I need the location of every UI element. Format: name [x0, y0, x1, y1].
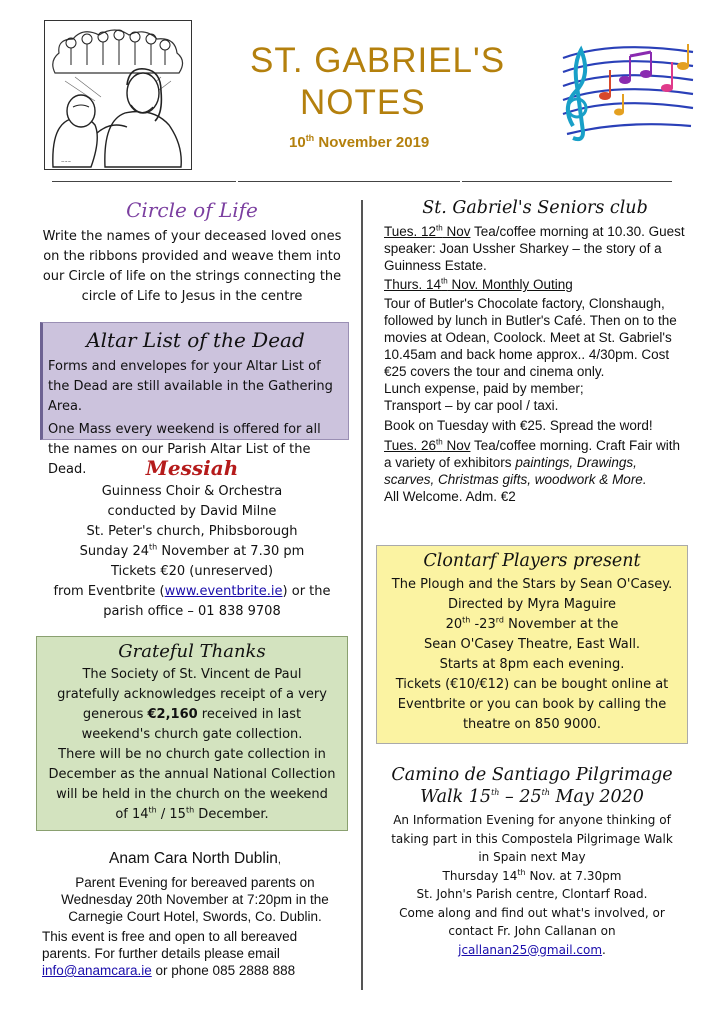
clontarf-line: Eventbrite or you can book by calling the	[397, 697, 667, 712]
clontarf-line: Starts at 8pm each evening.	[439, 657, 625, 672]
clontarf-text	[379, 575, 685, 735]
thanks-line: gratefully acknowledges receipt of a very	[57, 687, 327, 702]
circle-of-life-text: Write the names of your deceased loved ones on the ribbons provided and weave them into our Circle of life on the strings connecting the circle of Life to Jesus in the centre	[42, 229, 342, 304]
seniors-item-2-lunch: Lunch expense, paid by member;	[384, 381, 584, 396]
altar-list-text-1: Forms and envelopes for your Altar List of the Dead are still available in the Gathering Area.	[48, 359, 333, 414]
music-notes-image	[543, 36, 701, 146]
grateful-thanks-text	[39, 665, 345, 825]
messiah-line: St. Peter's church, Phibsborough	[86, 524, 298, 539]
anam-cara-text: Parent Evening for bereaved parents on Wednesday 20th November at 7:20pm in the Carnegie Court Hotel, Swords, Co. Dublin.	[61, 875, 329, 924]
donation-amount: €2,160	[147, 707, 198, 722]
seniors-item-2-transport: Transport – by car pool / taxi.	[384, 398, 559, 413]
seniors-book-line: Book on Tuesday with €25. Spread the word!	[384, 418, 653, 433]
header-divider-2	[238, 181, 460, 182]
messiah-section	[36, 456, 348, 622]
seniors-item-3-date: Tues. 26th Nov	[384, 437, 471, 453]
camino-date: Thursday 14th Nov. at 7.30pm	[442, 867, 622, 883]
messiah-details	[36, 482, 348, 622]
camino-line: Come along and find out what's involved, or	[399, 905, 665, 920]
thanks-line: The Society of St. Vincent de Paul	[82, 667, 302, 682]
grateful-thanks-title: Grateful Thanks	[118, 641, 266, 662]
seniors-club-title: St. Gabriel's Seniors club	[422, 198, 648, 218]
clontarf-title: Clontarf Players present	[423, 551, 641, 571]
circle-of-life-title: Circle of Life	[126, 198, 258, 222]
camino-email-link[interactable]: jcallanan25@gmail.com	[458, 942, 603, 957]
messiah-line: Guinness Choir & Orchestra	[101, 484, 283, 499]
messiah-booking: from Eventbrite (www.eventbrite.ie) or the	[53, 584, 331, 599]
camino-text	[376, 811, 688, 959]
seniors-club-section	[384, 197, 686, 505]
messiah-tickets: Tickets €20 (unreserved)	[110, 564, 274, 579]
header-divider-3	[462, 181, 672, 182]
seniors-item-3: Tues. 26th Nov Tea/coffee morning. Craft Fair with a variety of exhibitors paintings, Drawings, scarves, Christmas gifts, woodwork & More. All Welcome. Adm. €2	[384, 437, 686, 505]
eventbrite-link[interactable]: www.eventbrite.ie	[164, 584, 283, 599]
camino-title: Camino de Santiago Pilgrimage Walk 15th – 25th May 2020	[391, 765, 673, 807]
thanks-line: There will be no church gate collection in	[58, 747, 326, 762]
camino-line: An Information Evening for anyone thinking of	[393, 813, 671, 827]
seniors-item-2-text: Tour of Butler's Chocolate factory, Clonshaugh, followed by lunch in Butler's Café. Then on to the movies at Odean, Coolock. Meet at St. Gabriel's 10.45am and back home approx.. 4/30pm. Cost €25 covers the tour and cinema only.	[384, 296, 677, 379]
anam-cara-email-link[interactable]: info@anamcara.ie	[42, 963, 152, 978]
clontarf-line: The Plough and the Stars by Sean O'Casey.	[391, 577, 673, 592]
thanks-line: will be held in the church on the weekend	[56, 787, 328, 802]
thanks-line: weekend's church gate collection.	[81, 727, 303, 742]
altar-list-title: Altar List of the Dead	[86, 328, 305, 352]
clontarf-line: Directed by Myra Maguire	[447, 597, 617, 612]
camino-email-line: jcallanan25@gmail.com.	[458, 942, 606, 957]
camino-line: in Spain next May	[478, 850, 586, 864]
messiah-phone: parish office – 01 838 9708	[103, 604, 281, 619]
camino-line: taking part in this Compostela Pilgrimage Walk	[391, 831, 673, 846]
messiah-date: Sunday 24th November at 7.30 pm	[79, 542, 305, 559]
anam-cara-section	[42, 848, 348, 979]
clontarf-dates: 20th -23rd November at the	[445, 615, 619, 632]
messiah-line: conducted by David Milne	[107, 504, 277, 519]
page-title-line1: ST. GABRIEL'S	[250, 41, 506, 80]
clontarf-line: theatre on 850 9000.	[462, 717, 602, 732]
svg-text:~~~: ~~~	[61, 159, 72, 164]
messiah-title: Messiah	[145, 456, 239, 480]
camino-section	[376, 764, 688, 959]
issue-date: 10th November 2019	[289, 133, 430, 151]
clontarf-line: Tickets (€10/€12) can be bought online at	[395, 677, 669, 692]
anam-cara-contact: This event is free and open to all bereaved parents. For further details please email info@anamcara.ie or phone 085 2888 888	[42, 929, 298, 978]
thanks-line: December as the annual National Collection	[48, 767, 336, 782]
seniors-item-3-end: All Welcome. Adm. €2	[384, 489, 516, 504]
camino-line: contact Fr. John Callanan on	[448, 924, 616, 938]
circle-of-life-section	[36, 196, 348, 307]
header-illustration	[44, 20, 192, 170]
seniors-item-2	[384, 276, 686, 414]
altar-list-text-2: One Mass every weekend is offered for all the names on our Parish Altar List of the Dead.	[48, 422, 321, 477]
seniors-item-1: Tues. 12th Nov Tea/coffee morning at 10.30. Guest speaker: Joan Ussher Sharkey – the story of a Guinness Estate.	[384, 223, 685, 273]
grateful-thanks-box	[36, 636, 348, 831]
clontarf-players-box	[376, 545, 688, 744]
thanks-date-line: of 14th / 15th December.	[115, 805, 269, 822]
camino-line: St. John's Parish centre, Clontarf Road.	[416, 887, 648, 901]
seniors-item-2-date: Thurs. 14th Nov. Monthly Outing	[384, 276, 573, 292]
column-divider	[361, 200, 363, 990]
header-divider-1	[52, 181, 236, 182]
anam-cara-title: Anam Cara North Dublin,	[109, 850, 281, 867]
page-title-line2: NOTES	[300, 83, 426, 122]
clontarf-line: Sean O'Casey Theatre, East Wall.	[423, 637, 641, 652]
thanks-amount-line: generous €2,160 received in last	[82, 707, 302, 722]
seniors-item-1-date: Tues. 12th Nov	[384, 223, 471, 239]
